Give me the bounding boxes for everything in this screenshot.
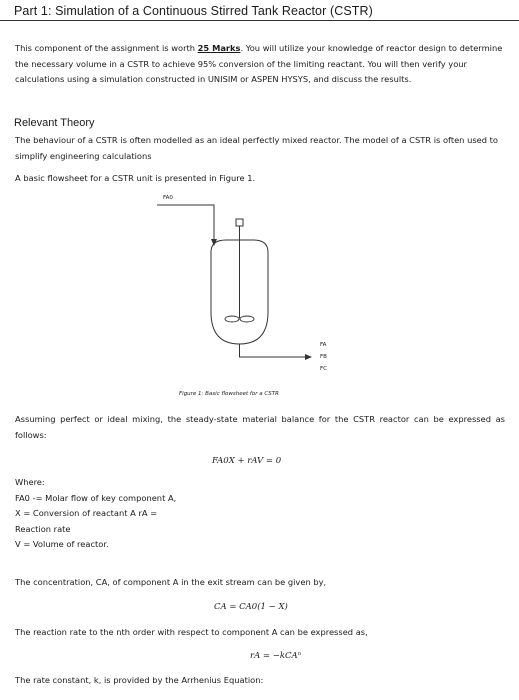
- theory-heading: Relevant Theory: [14, 117, 95, 129]
- rate-equation: rA = −kCAⁿ: [250, 651, 302, 661]
- impeller-blade-left: [225, 316, 239, 322]
- concentration-equation: CA = CA0(1 − X): [214, 602, 288, 612]
- figure-caption: Figure 1: Basic flowsheet for a CSTR: [179, 391, 279, 397]
- where-item: FA0 -= Molar flow of key component A,: [15, 492, 177, 503]
- intro-after-marks: . You will utilize your knowledge of reactor design to determine the necessary volume in a CSTR to achieve 95% conversion of the limiting reactant. You will then verify your calculations using a simulation constructed in UNISIM or ASPEN HYSYS, and discuss the results.: [15, 43, 503, 84]
- motor-box: [236, 219, 243, 226]
- impeller-blade-right: [240, 316, 254, 322]
- where-item: Reaction rate: [15, 523, 71, 534]
- balance-equation: FA0X + rAV = 0: [212, 456, 282, 466]
- outlet-label-fb: FB: [320, 354, 327, 360]
- where-item: V = Volume of reactor.: [15, 539, 109, 549]
- outlet-label-fa: FA: [320, 342, 327, 348]
- page-title: Part 1: Simulation of a Continuous Stirred Tank Reactor (CSTR): [14, 4, 373, 18]
- concentration-paragraph: The concentration, CA, of component A in the exit stream can be given by,: [15, 577, 327, 587]
- theory-paragraph: The behaviour of a CSTR is often modelled as an ideal perfectly mixed reactor. The model of a CSTR is often used to simplify engineering calculations: [15, 135, 498, 161]
- intro-before-marks: This component of the assignment is worth: [15, 43, 198, 53]
- outlet-arrowhead: [305, 354, 312, 360]
- inlet-label: FA0: [163, 195, 173, 201]
- marks-text: 25 Marks: [197, 43, 241, 53]
- inlet-stream-line: [157, 205, 214, 243]
- flowsheet-intro: A basic flowsheet for a CSTR unit is presented in Figure 1.: [15, 173, 256, 183]
- rate-paragraph: The reaction rate to the nth order with respect to component A can be expressed as,: [15, 627, 368, 637]
- arrhenius-paragraph: The rate constant, k, is provided by the Arrhenius Equation:: [15, 675, 264, 685]
- outlet-label-fc: FC: [320, 366, 328, 372]
- where-list: [15, 475, 176, 553]
- where-heading: Where:: [15, 477, 45, 487]
- outlet-stream-line: [240, 344, 309, 357]
- where-item: X = Conversion of reactant A rA =: [15, 508, 158, 518]
- balance-paragraph: Assuming perfect or ideal mixing, the steady-state material balance for the CSTR reactor can be expressed as follows:: [15, 414, 505, 440]
